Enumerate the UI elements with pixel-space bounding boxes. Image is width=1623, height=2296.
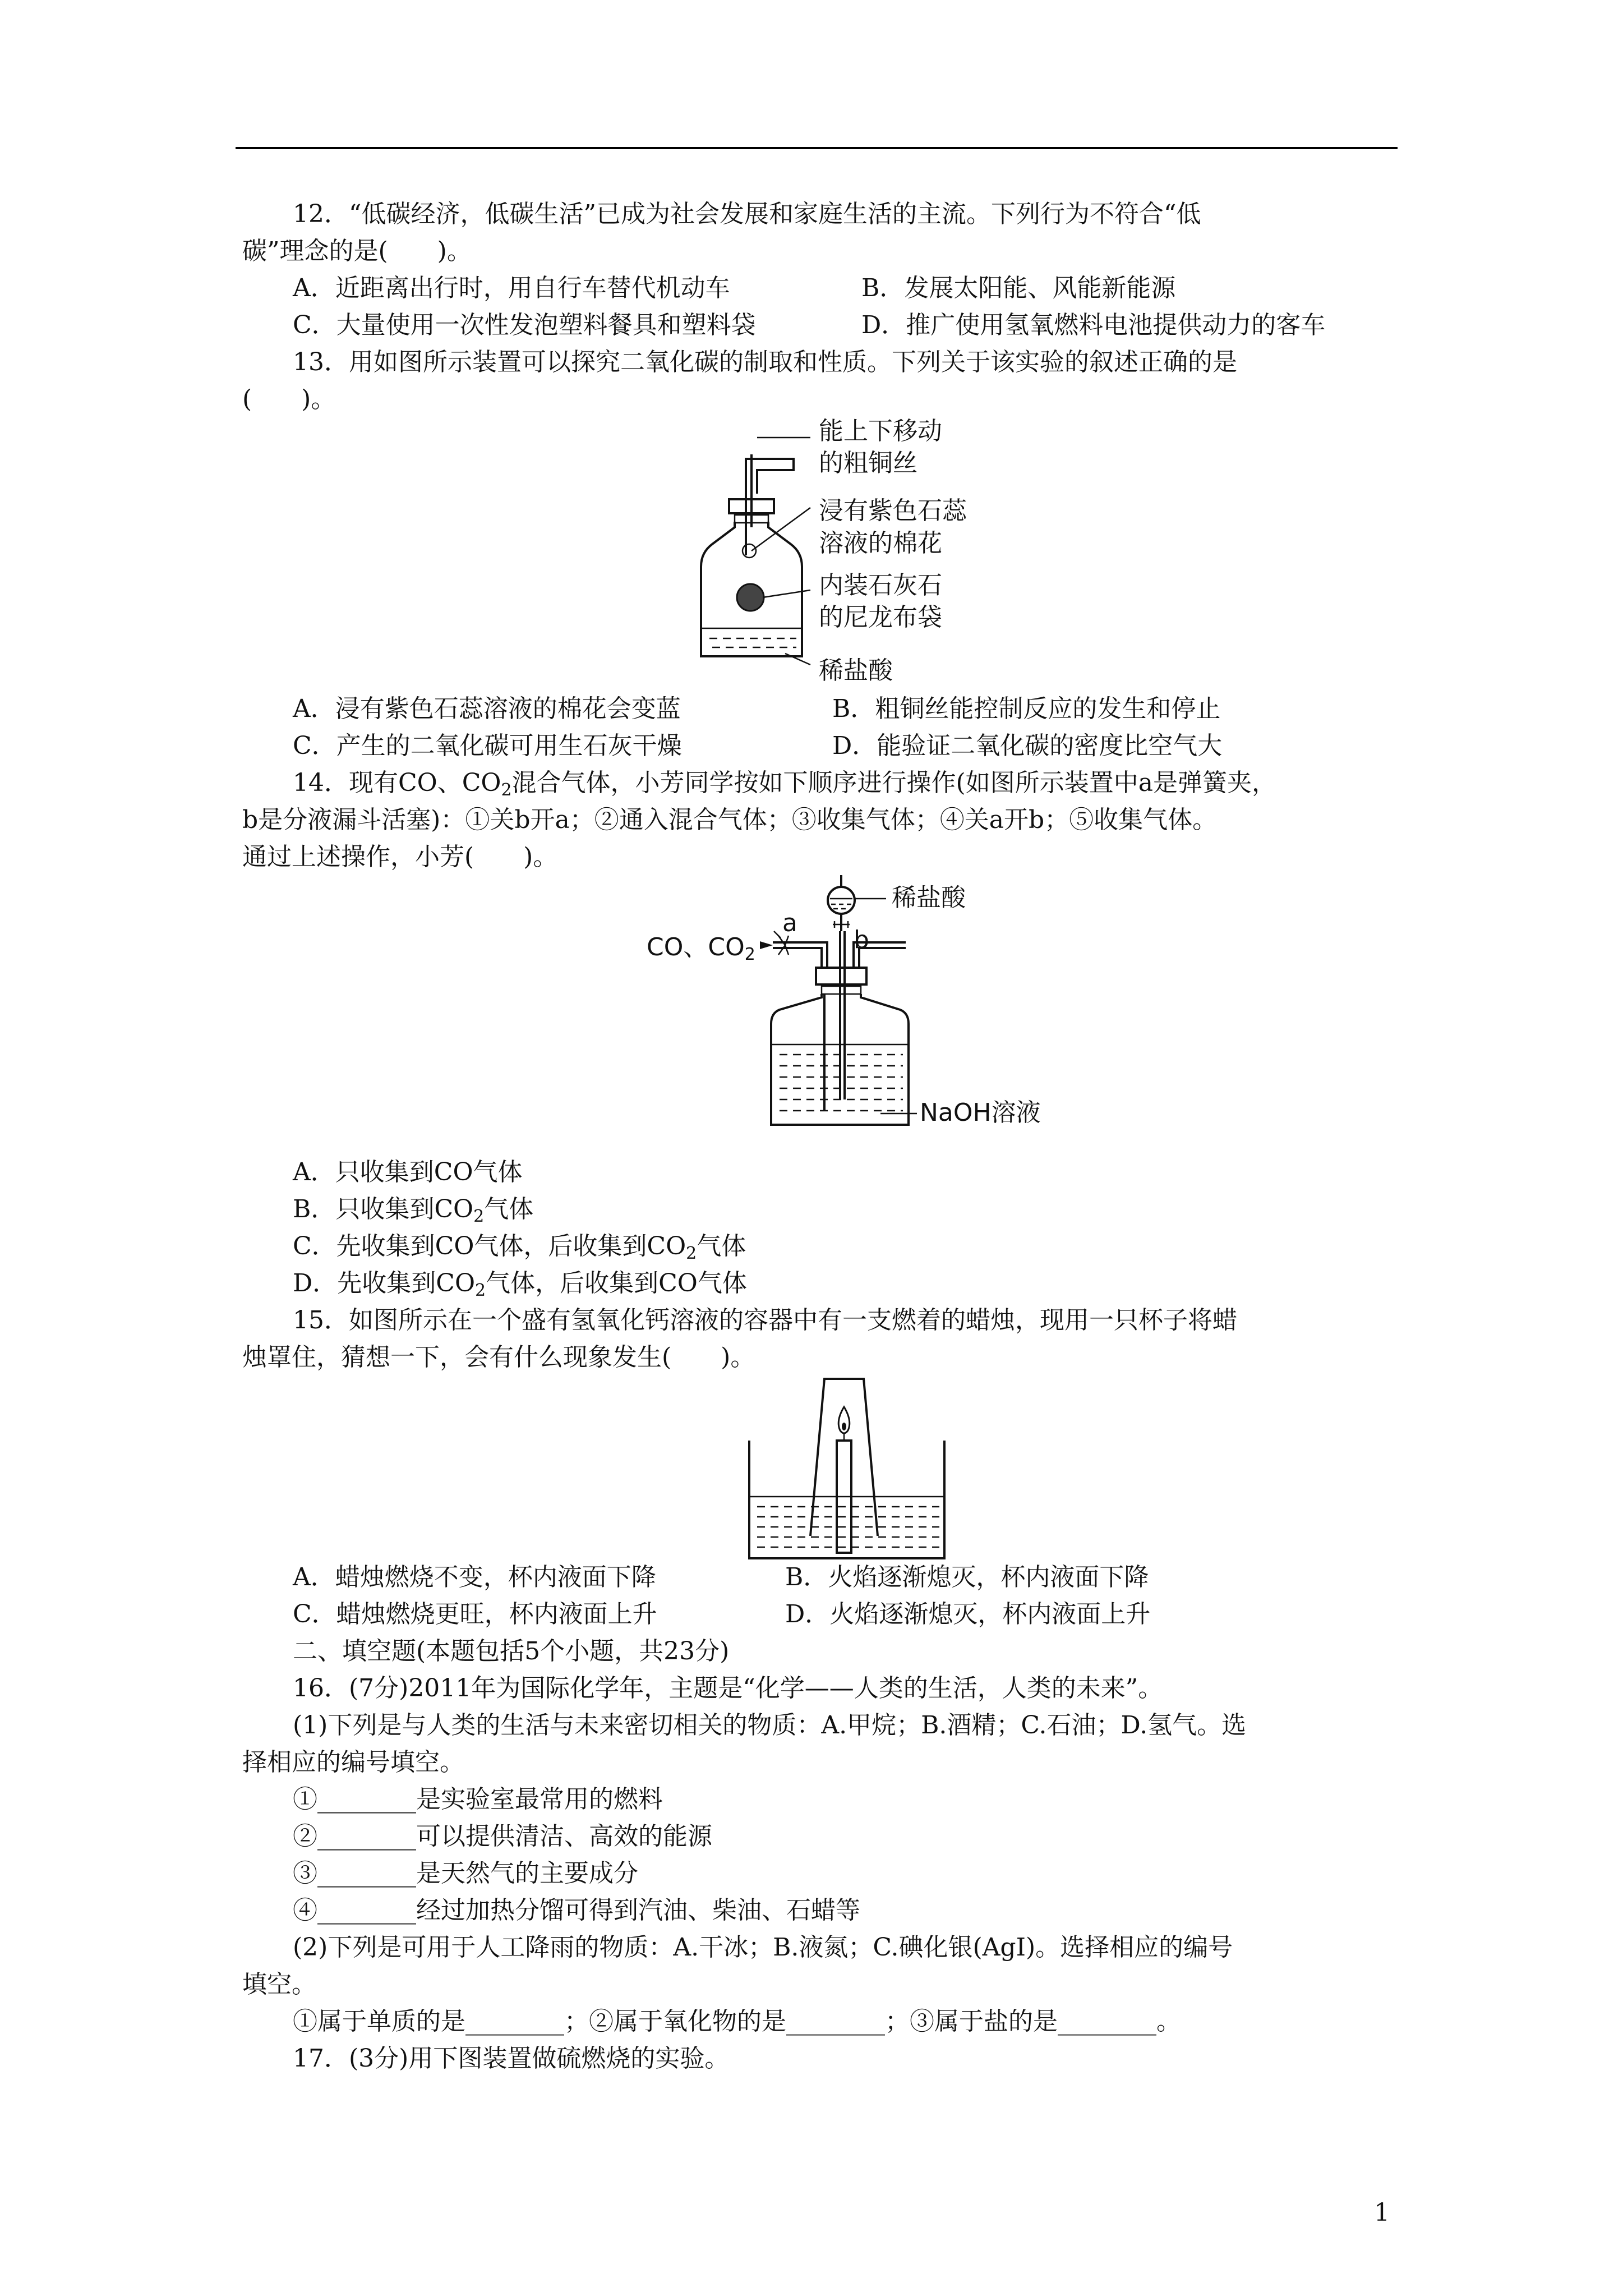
- q14-stem-line1-b: 混合气体，小芳同学按如下顺序进行操作(如图所示装置中a是弹簧夹，: [511, 769, 1276, 797]
- q14-option-a: A．只收集到CO气体: [293, 1158, 523, 1186]
- q13-label-cotton-1: 浸有紫色石蕊: [819, 496, 967, 525]
- q13-option-a: A．浸有紫色石蕊溶液的棉花会变蓝: [293, 694, 681, 723]
- q14-option-b-sub: 2: [473, 1207, 485, 1226]
- q14-option-d-pre: D．先收集到CO: [293, 1269, 476, 1297]
- q13-label-wire-1: 能上下移动: [819, 417, 942, 445]
- q12-option-d: D．推广使用氢氧燃料电池提供动力的客车: [861, 311, 1326, 339]
- q13-option-c: C．产生的二氧化碳可用生石灰干燥: [293, 731, 682, 760]
- q13-stem-line1: 13．用如图所示装置可以探究二氧化碳的制取和性质。下列关于该实验的叙述正确的是: [293, 348, 1237, 376]
- q13-label-bag-1: 内装石灰石: [819, 571, 942, 600]
- q14-label-valve-a: a: [782, 909, 797, 937]
- q15-stem-line2: 烛罩住，猜想一下，会有什么现象发生( )。: [242, 1343, 755, 1372]
- q13-option-b: B．粗铜丝能控制反应的发生和停止: [832, 694, 1221, 723]
- q15-stem-line1: 15．如图所示在一个盛有氢氧化钙溶液的容器中有一支燃着的蜡烛，现用一只杯子将蜡: [293, 1306, 1237, 1335]
- q16-part2-line1: (2)下列是可用于人工降雨的物质：A.干冰；B.液氮；C.碘化银(AgI)。选择相应的编号: [293, 1933, 1233, 1962]
- q14-label-gas: [647, 933, 755, 964]
- q16-blank-4: ④________经过加热分馏可得到汽油、柴油、石蜡等: [293, 1896, 860, 1925]
- q16-blank-2: ②________可以提供清洁、高效的能源: [293, 1822, 712, 1851]
- q15-option-c: C．蜡烛燃烧更旺，杯内液面上升: [293, 1600, 657, 1628]
- q12-option-a: A．近距离出行时，用自行车替代机动车: [293, 274, 730, 302]
- q14-option-c-post: 气体: [697, 1232, 746, 1260]
- q13-label-bag-2: 的尼龙布袋: [819, 603, 942, 632]
- q13-option-d: D．能验证二氧化碳的密度比空气大: [832, 731, 1223, 760]
- q16-part2-line2: 填空。: [242, 1970, 316, 1999]
- q14-option-b: [293, 1193, 533, 1226]
- q15-option-b: B．火焰逐渐熄灭，杯内液面下降: [785, 1563, 1149, 1591]
- q14-option-d-sub: 2: [475, 1281, 486, 1300]
- q13-stem-line2: ( )。: [242, 385, 336, 413]
- q13-co2-apparatus-diagram: [673, 415, 1066, 696]
- q12-stem-line1: 12．“低碳经济，低碳生活”已成为社会发展和家庭生活的主流。下列行为不符合“低: [293, 200, 1201, 228]
- q14-option-b-post: 气体: [484, 1195, 534, 1223]
- q14-option-c-pre: C．先收集到CO气体，后收集到CO: [293, 1232, 686, 1260]
- q16-stem: 16．(7分)2011年为国际化学年，主题是“化学——人类的生活，人类的未来”。: [293, 1674, 1163, 1703]
- q13-label-wire-2: 的粗铜丝: [819, 449, 917, 477]
- q14-option-b-pre: B．只收集到CO: [293, 1195, 474, 1223]
- header-rule: [236, 147, 1398, 149]
- q14-stem-line1-sub: 2: [501, 780, 512, 800]
- q16-blank-3: ③________是天然气的主要成分: [293, 1859, 638, 1888]
- q14-gas-separation-diagram: [645, 875, 1094, 1139]
- q14-label-naoh: NaOH溶液: [920, 1098, 1041, 1127]
- section-2-heading: 二、填空题(本题包括5个小题，共23分): [293, 1637, 730, 1665]
- q15-candle-cup-diagram: [746, 1373, 948, 1564]
- q15-option-d: D．火焰逐渐熄灭，杯内液面上升: [785, 1600, 1151, 1628]
- q16-blank-1: ①________是实验室最常用的燃料: [293, 1785, 663, 1814]
- q14-option-d-post: 气体，后收集到CO气体: [486, 1269, 747, 1297]
- q12-option-c: C．大量使用一次性发泡塑料餐具和塑料袋: [293, 311, 756, 339]
- q16-part2-line3: ①属于单质的是________；②属于氧化物的是________；③属于盐的是________。: [293, 2007, 1181, 2036]
- q16-part1-line1: (1)下列是与人类的生活与未来密切相关的物质：A.甲烷；B.酒精；C.石油；D.氢气。选: [293, 1711, 1247, 1740]
- q12-option-b: B．发展太阳能、风能新能源: [861, 274, 1176, 302]
- q14-stem-line1: [293, 766, 1276, 800]
- q14-option-c: [293, 1230, 746, 1263]
- q14-stem-line3: 通过上述操作，小芳( )。: [242, 843, 558, 871]
- q14-stem-line2: b是分液漏斗活塞)：①关b开a；②通入混合气体；③收集气体；④关a开b；⑤收集气体。: [242, 806, 1218, 834]
- q14-option-d: [293, 1267, 747, 1300]
- q14-label-gas-main: CO、CO: [647, 933, 745, 961]
- q14-label-gas-sub: 2: [744, 945, 755, 964]
- q14-stem-line1-a: 14．现有CO、CO: [293, 769, 501, 797]
- q16-part1-line2: 择相应的编号填空。: [242, 1748, 464, 1777]
- q13-label-cotton-2: 溶液的棉花: [819, 529, 942, 558]
- q12-stem-line2: 碳”理念的是( )。: [242, 237, 472, 265]
- q17-stem: 17．(3分)用下图装置做硫燃烧的实验。: [293, 2044, 730, 2073]
- q14-label-acid: 稀盐酸: [892, 884, 966, 912]
- q14-option-c-sub: 2: [686, 1244, 697, 1263]
- q13-label-acid: 稀盐酸: [819, 656, 893, 685]
- page-number: 1: [1374, 2198, 1390, 2227]
- q14-label-valve-b: b: [854, 926, 869, 954]
- q15-option-a: A．蜡烛燃烧不变，杯内液面下降: [293, 1563, 656, 1591]
